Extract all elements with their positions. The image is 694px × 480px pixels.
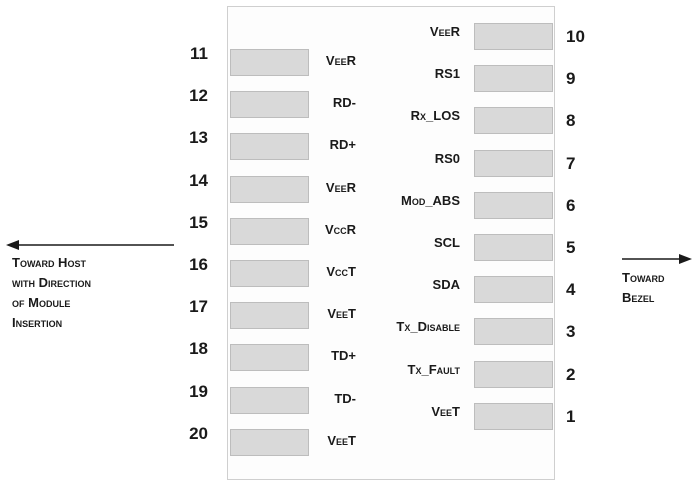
- pin-number: 8: [566, 111, 576, 131]
- pin-signal-label: VeeT: [327, 432, 356, 448]
- pin-number: 4: [566, 280, 576, 300]
- pin-signal-label: VeeR: [325, 179, 356, 195]
- contact-pad: [474, 23, 553, 50]
- contact-pad: [474, 192, 553, 219]
- toward-host-arrow: [6, 238, 176, 252]
- contact-pad: [474, 403, 553, 430]
- pin-signal-label: VeeT: [327, 306, 356, 322]
- toward-host-note: Toward Host with Direction of Module Insertion: [12, 255, 91, 330]
- pin-signal-label: VccT: [326, 264, 356, 279]
- pin-signal-label: Tx_Disable: [396, 319, 460, 335]
- pin-number: 16: [189, 255, 208, 274]
- contact-pad: [474, 361, 553, 388]
- pin-signal-label: RS0: [434, 150, 460, 166]
- pin-signal-label: RD+: [329, 137, 356, 153]
- pin-number: 1: [566, 406, 576, 426]
- pin-number: 9: [566, 69, 576, 89]
- pin-signal-label: VeeT: [431, 403, 460, 419]
- toward-bezel-note: Toward Bezel: [622, 270, 665, 305]
- pin-number: 19: [189, 381, 208, 401]
- pin-signal-label: RS1: [434, 66, 460, 82]
- pin-signal-label: TD-: [334, 390, 356, 406]
- pin-signal-label: Mod_ABS: [400, 192, 460, 208]
- pin-signal-label: VccR: [324, 221, 356, 237]
- pin-number: 14: [189, 170, 208, 190]
- pin-number: 15: [189, 212, 208, 232]
- pin-number: 7: [566, 153, 576, 173]
- pin-signal-label: VeeR: [325, 53, 356, 68]
- pin-number: 2: [566, 364, 576, 384]
- contact-pad: [474, 65, 553, 92]
- pin-signal-label: Tx_Fault: [407, 361, 460, 377]
- pin-signal-label: SCL: [434, 235, 460, 250]
- contact-pad: [474, 150, 553, 177]
- pin-signal-label: TD+: [331, 348, 356, 364]
- toward-bezel-arrow: [622, 252, 694, 266]
- pin-number: 11: [190, 44, 208, 63]
- pin-number: 5: [566, 238, 576, 257]
- pin-number: 13: [189, 128, 208, 148]
- pin-number: 10: [566, 27, 585, 46]
- pin-number: 18: [189, 339, 208, 359]
- pin-number: 20: [189, 423, 208, 443]
- pin-signal-label: VeeR: [429, 24, 460, 39]
- contact-pad: [474, 107, 553, 134]
- contact-pad: [474, 234, 553, 261]
- pin-number: 12: [189, 86, 208, 106]
- pin-signal-label: SDA: [432, 277, 460, 293]
- pin-number: 17: [189, 297, 208, 317]
- contact-pad: [474, 318, 553, 345]
- pin-number: 6: [566, 195, 576, 215]
- pin-signal-label: RD-: [332, 95, 356, 111]
- contact-pad: [474, 276, 553, 303]
- pin-signal-label: Rx_LOS: [410, 108, 460, 124]
- pin-number: 3: [566, 322, 576, 342]
